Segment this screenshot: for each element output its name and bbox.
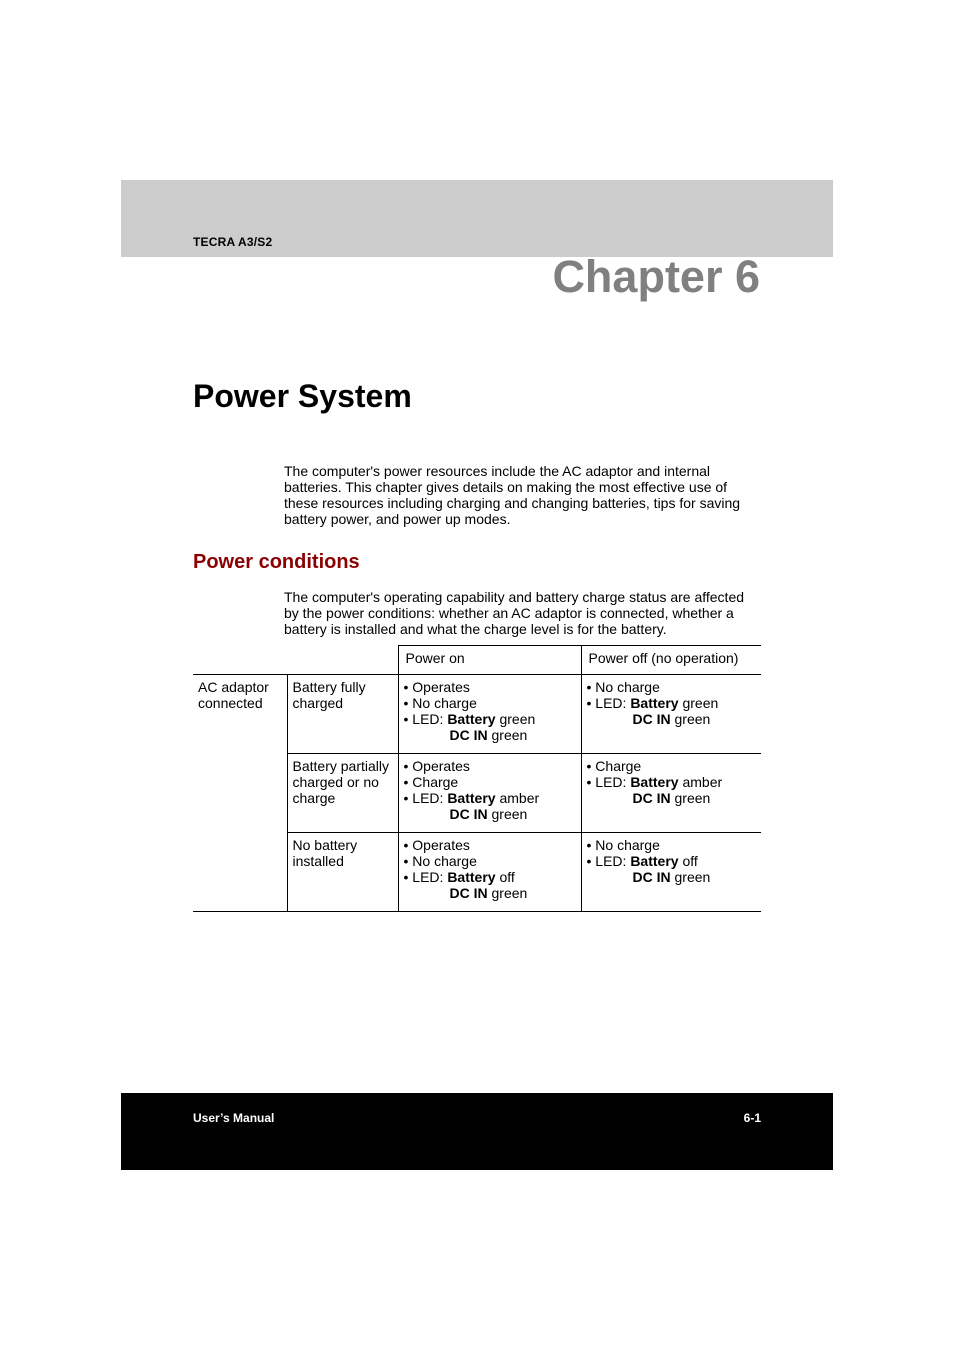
footer-manual-label: User’s Manual — [193, 1111, 275, 1125]
status-line: • No charge — [586, 679, 660, 695]
battery-state-cell: No battery installed — [287, 833, 398, 912]
led-line: • LED: Battery off — [403, 869, 515, 885]
status-line: • Operates — [403, 837, 470, 853]
header-power-on: Power on — [398, 646, 581, 675]
dcin-line: DC IN green — [632, 790, 711, 806]
status-line: • No charge — [403, 853, 477, 869]
status-line: • Operates — [403, 758, 470, 774]
status-line: • Charge — [403, 774, 459, 790]
power-off-cell — [581, 754, 761, 833]
battery-state-cell: Battery fully charged — [287, 675, 398, 754]
empty-header-cell — [287, 646, 398, 675]
footer-band — [121, 1093, 833, 1170]
ac-adaptor-cell: AC adaptor connected — [193, 675, 287, 912]
power-off-cell — [581, 675, 761, 754]
dcin-line: DC IN green — [449, 727, 528, 743]
status-line: • No charge — [586, 837, 660, 853]
dcin-line: DC IN green — [449, 885, 528, 901]
chapter-title: Chapter 6 — [552, 251, 760, 302]
led-line: • LED: Battery amber — [403, 790, 540, 806]
intro-paragraph: The computer's power resources include the AC adaptor and internal batteries. This chapter gives details on making the most effective use of these resources including charging and changing batteries, tips for saving battery power, and power up modes. — [284, 463, 741, 527]
product-name: TECRA A3/S2 — [193, 235, 273, 249]
power-off-cell — [581, 833, 761, 912]
table-header-row — [193, 646, 761, 675]
led-line: • LED: Battery amber — [586, 774, 723, 790]
power-on-cell — [398, 833, 581, 912]
led-line: • LED: Battery off — [586, 853, 698, 869]
power-on-cell — [398, 754, 581, 833]
section-title: Power conditions — [193, 551, 360, 573]
status-line: • Operates — [403, 679, 470, 695]
power-conditions-table — [193, 645, 761, 912]
status-line: • No charge — [403, 695, 477, 711]
power-on-cell — [398, 675, 581, 754]
led-line: • LED: Battery green — [403, 711, 536, 727]
dcin-line: DC IN green — [632, 869, 711, 885]
dcin-line: DC IN green — [449, 806, 528, 822]
status-line: • Charge — [586, 758, 642, 774]
dcin-line: DC IN green — [632, 711, 711, 727]
header-power-off: Power off (no operation) — [581, 646, 761, 675]
section-paragraph: The computer's operating capability and battery charge status are affected by the power conditions: whether an AC adaptor is connected, whether a battery is installed and what the charge level is for the battery. — [284, 589, 745, 637]
page-title: Power System — [193, 378, 412, 414]
page-number: 6-1 — [743, 1111, 761, 1125]
led-line: • LED: Battery green — [586, 695, 719, 711]
battery-state-cell: Battery partially charged or no charge — [287, 754, 398, 833]
table-row — [193, 675, 761, 754]
empty-header-cell — [193, 646, 287, 675]
